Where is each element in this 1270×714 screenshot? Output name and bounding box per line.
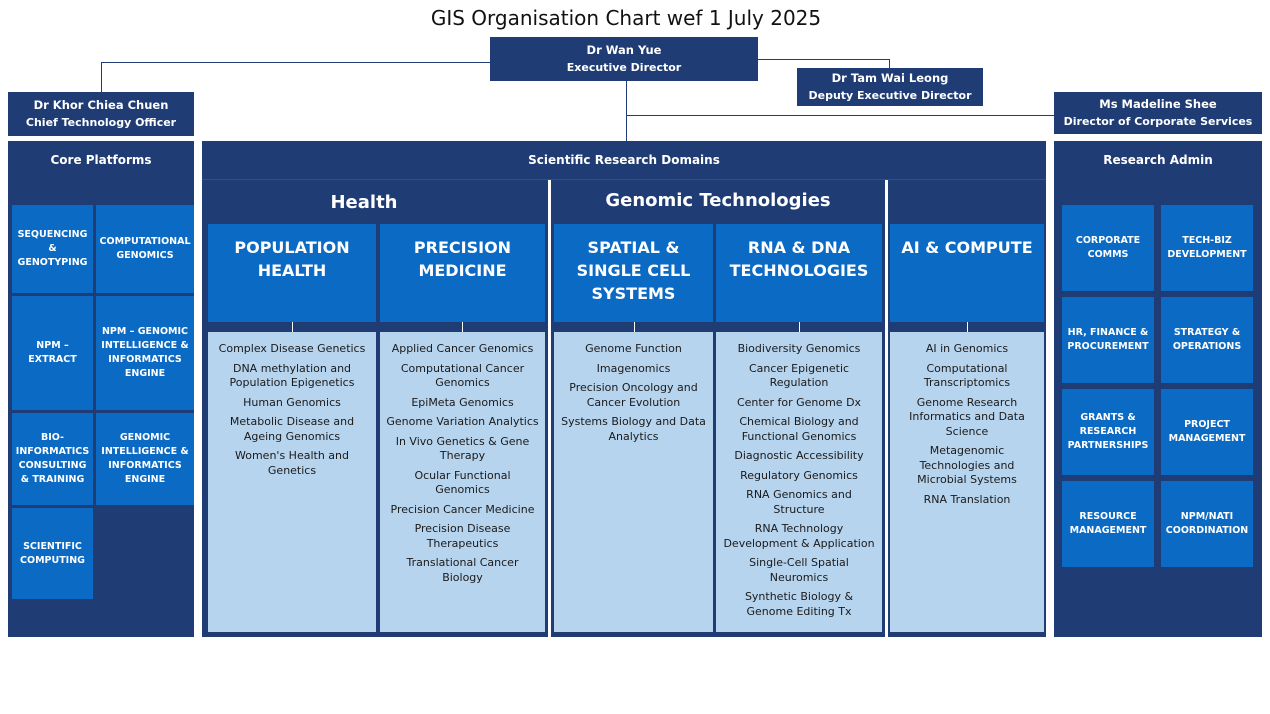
list-precision-medicine — [380, 332, 545, 632]
list-item: AI in Genomics — [925, 342, 1009, 355]
list-item: DNA methylation and Population Epigenetics — [229, 361, 355, 389]
research-domains-header: Scientific Research Domains — [528, 153, 720, 167]
list-item: Systems Biology and Data Analytics — [561, 415, 706, 443]
list-item: Genome Research Informatics and Data Science — [909, 395, 1025, 438]
connector-tick — [292, 322, 293, 332]
executive-director-role: Executive Director — [566, 61, 682, 74]
cto-name: Dr Khor Chiea Chuen — [33, 98, 169, 112]
health-domain-label: Health — [330, 191, 398, 213]
list-item: Genome Variation Analytics — [386, 415, 539, 428]
connector-line — [889, 59, 890, 68]
list-ai-compute — [890, 332, 1044, 632]
list-item: Genome Function — [585, 342, 682, 355]
research-admin-header: Research Admin — [1103, 153, 1213, 167]
admin-tile: HR, FINANCE & PROCUREMENT — [1062, 297, 1154, 383]
corporate-director-role: Director of Corporate Services — [1063, 115, 1253, 128]
list-item: Biodiversity Genomics — [737, 342, 861, 355]
connector-tick — [967, 322, 968, 332]
core-tile: BIO-INFORMATICS CONSULTING & TRAINING — [12, 413, 93, 505]
column-header-population-health: POPULATION HEALTH — [208, 224, 376, 322]
domain-divider — [548, 180, 551, 637]
list-item: Ocular Functional Genomics — [414, 468, 511, 496]
list-rna-dna-technologies — [716, 332, 882, 632]
list-item: Regulatory Genomics — [740, 468, 858, 482]
list-item: Human Genomics — [243, 395, 341, 409]
list-spatial-single-cell — [554, 332, 713, 632]
list-item: Imagenomics — [596, 361, 671, 375]
list-item: Computational Transcriptomics — [923, 361, 1011, 389]
column-header-precision-medicine: PRECISION MEDICINE — [380, 224, 545, 322]
list-population-health — [208, 332, 376, 632]
cto-role: Chief Technology Officer — [25, 116, 177, 129]
core-tile: SEQUENCING & GENOTYPING — [12, 205, 93, 293]
cto-box — [8, 92, 194, 136]
list-item: RNA Genomics and Structure — [746, 488, 852, 516]
admin-tile: RESOURCE MANAGEMENT — [1062, 481, 1154, 567]
list-item: In Vivo Genetics & Gene Therapy — [395, 434, 530, 462]
corporate-director-box — [1054, 92, 1262, 134]
connector-tick — [799, 322, 800, 332]
domain-divider — [202, 179, 1046, 180]
list-item: Metabolic Disease and Ageing Genomics — [229, 415, 355, 443]
admin-tile: PROJECT MANAGEMENT — [1161, 389, 1253, 475]
list-item: Metagenomic Technologies and Microbial Systems — [917, 444, 1017, 486]
list-item: Applied Cancer Genomics — [391, 342, 534, 355]
list-item: Complex Disease Genetics — [218, 342, 366, 355]
list-item: RNA Technology Development & Application — [723, 522, 875, 550]
list-item: Cancer Epigenetic Regulation — [748, 361, 850, 389]
list-item: Precision Cancer Medicine — [390, 502, 535, 516]
corporate-director-name: Ms Madeline Shee — [1099, 97, 1217, 111]
list-item: Chemical Biology and Functional Genomics — [739, 415, 859, 443]
admin-tile: CORPORATE COMMS — [1062, 205, 1154, 291]
column-header-ai-compute: AI & COMPUTE — [890, 224, 1044, 322]
core-platforms-header: Core Platforms — [50, 153, 152, 167]
connector-tick — [634, 322, 635, 332]
list-item: Computational Cancer Genomics — [400, 361, 525, 389]
connector-tick — [462, 322, 463, 332]
list-item: EpiMeta Genomics — [411, 395, 514, 409]
connector-line — [626, 81, 627, 141]
list-item: Single-Cell Spatial Neuromics — [749, 556, 849, 584]
deputy-director-box — [797, 68, 983, 106]
list-item: Women's Health and Genetics — [235, 449, 349, 477]
list-item: Diagnostic Accessibility — [734, 449, 864, 462]
admin-tile: STRATEGY & OPERATIONS — [1161, 297, 1253, 383]
core-tile: SCIENTIFIC COMPUTING — [12, 508, 93, 599]
core-tile: NPM – GENOMIC INTELLIGENCE & INFORMATICS ENGINE — [96, 296, 194, 410]
page-title: GIS Organisation Chart wef 1 July 2025 — [430, 6, 822, 30]
connector-line — [626, 115, 1054, 116]
deputy-director-role: Deputy Executive Director — [808, 89, 972, 102]
list-item: RNA Translation — [923, 492, 1011, 506]
list-item: Translational Cancer Biology — [406, 556, 519, 584]
executive-director-name: Dr Wan Yue — [586, 43, 662, 57]
connector-line — [101, 62, 491, 63]
column-header-spatial-single-cell: SPATIAL & SINGLE CELL SYSTEMS — [554, 224, 713, 322]
core-tile: NPM – EXTRACT — [12, 296, 93, 410]
admin-tile: GRANTS & RESEARCH PARTNERSHIPS — [1062, 389, 1154, 475]
domain-divider — [885, 180, 888, 637]
admin-tile: TECH-BIZ DEVELOPMENT — [1161, 205, 1253, 291]
genomic-technologies-label: Genomic Technologies — [605, 189, 831, 211]
executive-director-box — [490, 37, 758, 81]
connector-line — [757, 59, 890, 60]
list-item: Center for Genome Dx — [736, 395, 862, 409]
admin-tile: NPM/NATI COORDINATION — [1161, 481, 1253, 567]
connector-line — [101, 62, 102, 92]
deputy-director-name: Dr Tam Wai Leong — [831, 71, 949, 85]
core-tile: GENOMIC INTELLIGENCE & INFORMATICS ENGINE — [96, 413, 194, 505]
list-item: Precision Disease Therapeutics — [414, 522, 511, 550]
list-item: Synthetic Biology & Genome Editing Tx — [744, 590, 854, 618]
column-header-rna-dna-technologies: RNA & DNA TECHNOLOGIES — [716, 224, 882, 322]
core-tile: COMPUTATIONAL GENOMICS — [96, 205, 194, 293]
list-item: Precision Oncology and Cancer Evolution — [569, 381, 698, 409]
